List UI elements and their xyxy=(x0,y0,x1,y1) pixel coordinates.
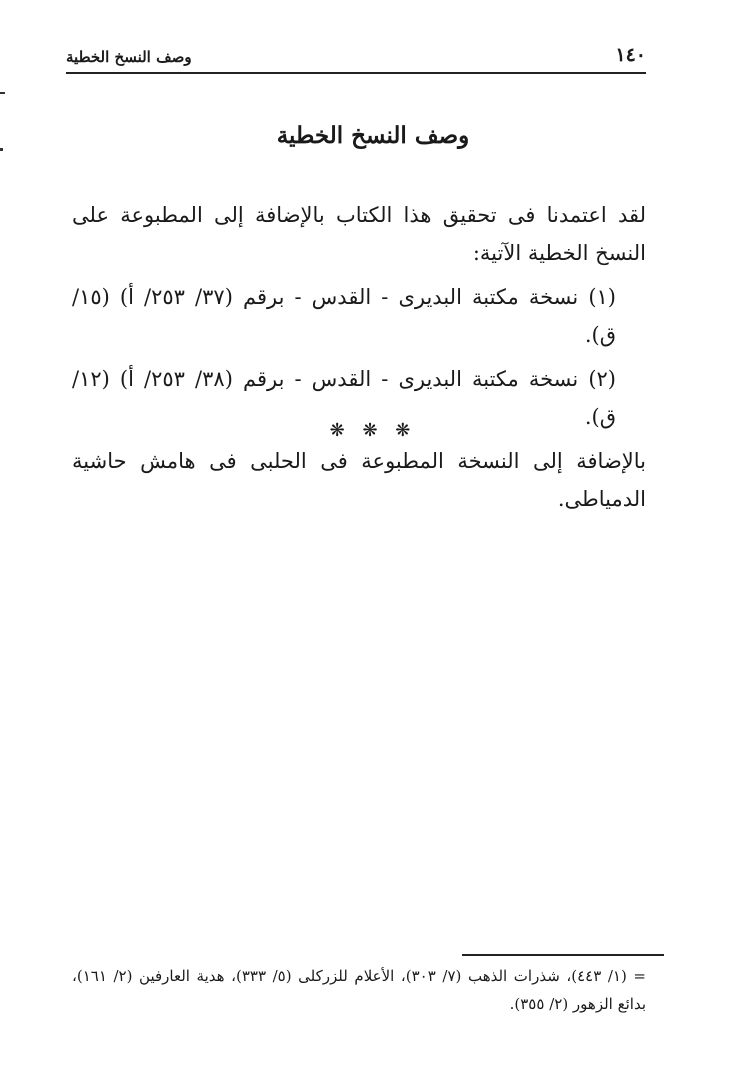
intro-paragraph: لقد اعتمدنا فى تحقيق هذا الكتاب بالإضافة إلى المطبوعة على النسخ الخطية الآتية: xyxy=(72,203,646,265)
page-number: ١٤٠ xyxy=(615,44,646,66)
manuscript-item-1: (١) نسخة مكتبة البديرى - القدس - برقم (٣٧/ ٢٥٣/ أ) (١٥/ ق). xyxy=(72,285,616,347)
body-text xyxy=(72,196,646,518)
footnote: = (١/ ٤٤٣)، شذرات الذهب (٧/ ٣٠٣)، الأعلام للزركلى (٥/ ٣٣٣)، هدية العارفين (٢/ ١٦١)، بدائع الزهور (٢/ ٣٥٥). xyxy=(72,967,646,1013)
scan-mark xyxy=(0,92,5,94)
manuscript-item-2: (٢) نسخة مكتبة البديرى - القدس - برقم (٣٨/ ٢٥٣/ أ) (١٢/ ق). xyxy=(72,367,616,429)
scan-mark xyxy=(0,148,3,151)
header-rule xyxy=(66,72,646,74)
footnote-rule xyxy=(462,954,664,956)
running-title: وصف النسخ الخطية xyxy=(66,48,192,66)
page-header xyxy=(66,44,646,72)
section-separator: ❋ ❋ ❋ xyxy=(329,420,417,441)
section-title: وصف النسخ الخطية xyxy=(276,122,470,149)
closing-paragraph: بالإضافة إلى النسخة المطبوعة فى الحلبى فى هامش حاشية الدمياطى. xyxy=(72,449,646,511)
